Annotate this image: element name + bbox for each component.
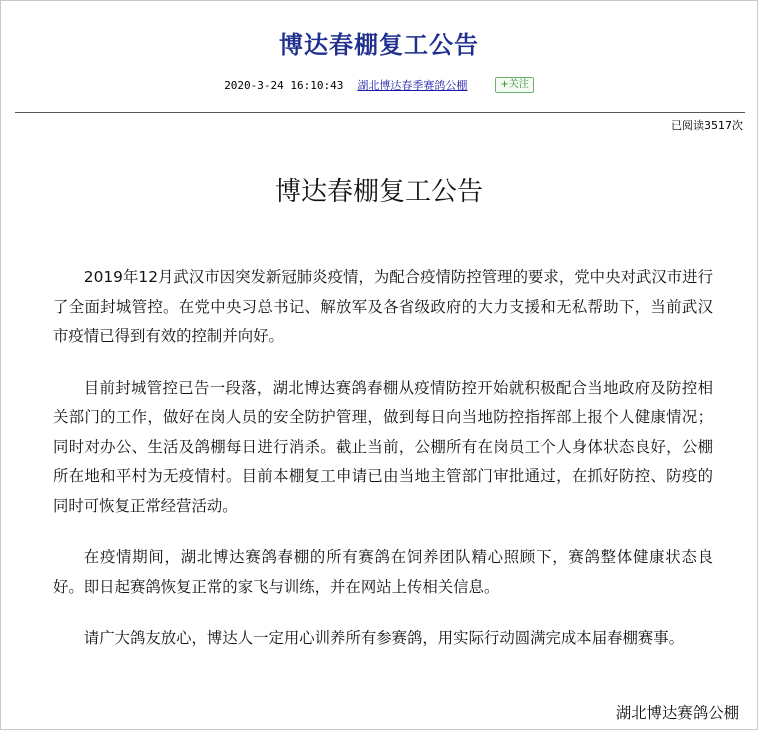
article-body	[53, 263, 713, 676]
meta-bar	[1, 77, 757, 93]
paragraph-3: 在疫情期间，湖北博达赛鸽春棚的所有赛鸽在饲养团队精心照顾下，赛鸽整体健康状态良好。即日起赛鸽恢复正常的家飞与训练，并在网站上传相关信息。	[53, 548, 713, 596]
paragraph-4: 请广大鸽友放心，博达人一定用心训养所有参赛鸽，用实际行动圆满完成本届春棚赛事。	[83, 629, 685, 647]
read-count: 已阅读3517次	[671, 119, 743, 132]
signature: 湖北博达赛鸽公棚	[615, 704, 739, 722]
paragraph-1: 2019年12月武汉市因突发新冠肺炎疫情，为配合疫情防控管理的要求，党中央对武汉市进行了全面封城管控。在党中央习总书记、解放军及各省级政府的大力支援和无私帮助下，当前武汉市疫情已得到有效的控制并向好。	[53, 268, 713, 345]
publish-date: 2020-3-24 16:10:43	[224, 78, 344, 92]
source-link[interactable]: 湖北博达春季赛鸽公棚	[357, 79, 468, 92]
article-title: 博达春棚复工公告	[274, 177, 483, 207]
follow-button[interactable]: +关注	[495, 77, 533, 93]
page-title: 博达春棚复工公告	[279, 30, 479, 59]
paragraph-2: 目前封城管控已告一段落，湖北博达赛鸽春棚从疫情防控开始就积极配合当地政府及防控相关部门的工作，做好在岗人员的安全防护管理，做到每日向当地防控指挥部上报个人健康情况；同时对办公、生活及鸽棚每日进行消杀。截止当前，公棚所有在岗员工个人身体状态良好，公棚所在地和平村为无疫情村。目前本棚复工申请已由当地主管部门审批通过，在抓好防控、防疫的同时可恢复正常经营活动。	[53, 378, 713, 515]
header-divider	[15, 112, 745, 113]
